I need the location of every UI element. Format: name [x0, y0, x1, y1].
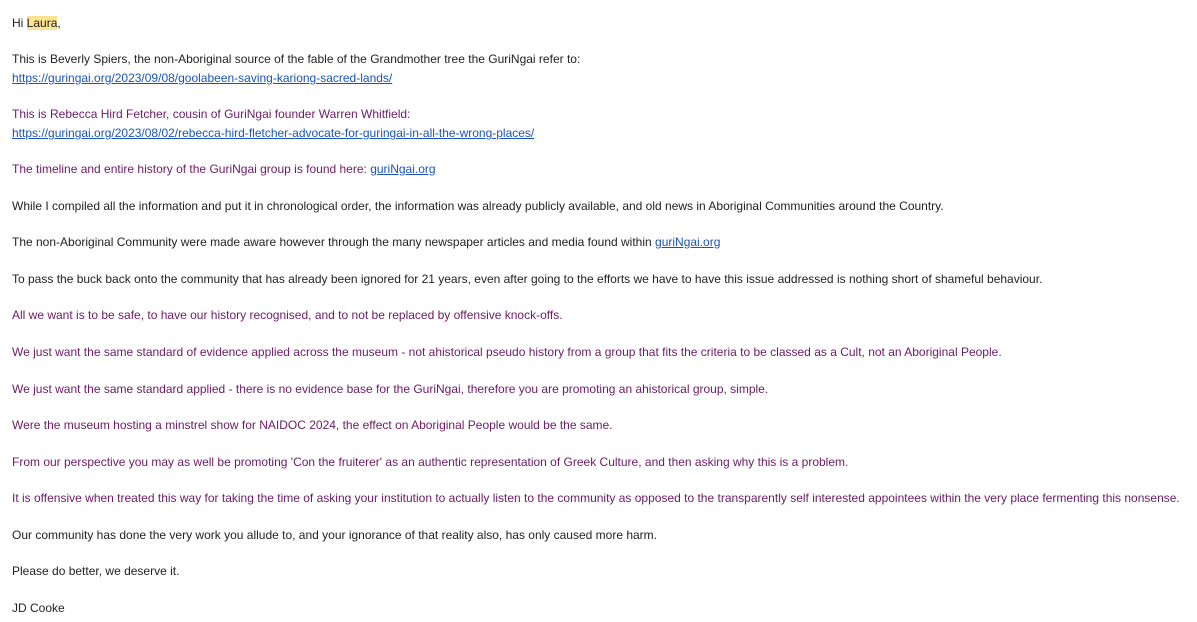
paragraph-rebecca-hird-link-line	[12, 125, 534, 141]
paragraph-community-work: Our community has done the very work you allude to, and your ignorance of that reality also, has only caused more harm.	[12, 528, 657, 542]
paragraph-do-better: Please do better, we deserve it.	[12, 564, 180, 578]
paragraph-minstrel: Were the museum hosting a minstrel show for NAIDOC 2024, the effect on Aboriginal People would be the same.	[12, 418, 613, 432]
recipient-name-highlight: Laura	[26, 16, 58, 30]
paragraph-non-aboriginal	[12, 234, 720, 250]
paragraph-offensive: It is offensive when treated this way for taking the time of asking your institution to actually listen to the community as opposed to the transparently self interested appointees within the very place fermenting this nonsense.	[12, 491, 1180, 505]
signature: JD Cooke	[12, 601, 65, 615]
greeting-prefix: Hi	[12, 16, 27, 30]
timeline-text: The timeline and entire history of the GuriNgai group is found here:	[12, 162, 371, 176]
paragraph-perspective: From our perspective you may as well be promoting 'Con the fruiterer' as an authentic representation of Greek Culture, and then asking why this is a problem.	[12, 455, 849, 469]
paragraph-rebecca-hird: This is Rebecca Hird Fetcher, cousin of GuriNgai founder Warren Whitfield:	[12, 107, 411, 121]
paragraph-beverly-spiers-link-line	[12, 70, 392, 86]
paragraph-compiled: While I compiled all the information and put it in chronological order, the information was already publicly available, and old news in Aboriginal Communities around the Country.	[12, 199, 944, 213]
paragraph-pass-buck: To pass the buck back onto the community that has already been ignored for 21 years, even after going to the efforts we have to have this issue addressed is nothing short of shameful behaviour.	[12, 272, 1043, 286]
greeting-suffix: ,	[57, 16, 61, 30]
guringai-link-2[interactable]: guriNgai.org	[655, 235, 721, 249]
goolabeen-article-link[interactable]: https://guringai.org/2023/09/08/goolabeen-saving-kariong-sacred-lands/	[12, 71, 393, 85]
guringai-link[interactable]: guriNgai.org	[370, 162, 436, 176]
paragraph-beverly-spiers: This is Beverly Spiers, the non-Aboriginal source of the fable of the Grandmother tree the GuriNgai refer to:	[12, 52, 581, 66]
greeting	[12, 15, 61, 31]
paragraph-standard-evidence: We just want the same standard of evidence applied across the museum - not ahistorical pseudo history from a group that fits the criteria to be classed as a Cult, not an Aboriginal People.	[12, 345, 1002, 359]
rebecca-hird-article-link[interactable]: https://guringai.org/2023/08/02/rebecca-hird-fletcher-advocate-for-guringai-in-all-the-wrong-places/	[12, 126, 535, 140]
non-aboriginal-text: The non-Aboriginal Community were made aware however through the many newspaper articles and media found within	[12, 235, 656, 249]
paragraph-all-we-want: All we want is to be safe, to have our history recognised, and to not be replaced by offensive knock-offs.	[12, 308, 563, 322]
paragraph-standard-applied: We just want the same standard applied - there is no evidence base for the GuriNgai, therefore you are promoting an ahistorical group, simple.	[12, 382, 769, 396]
paragraph-timeline	[12, 161, 436, 177]
